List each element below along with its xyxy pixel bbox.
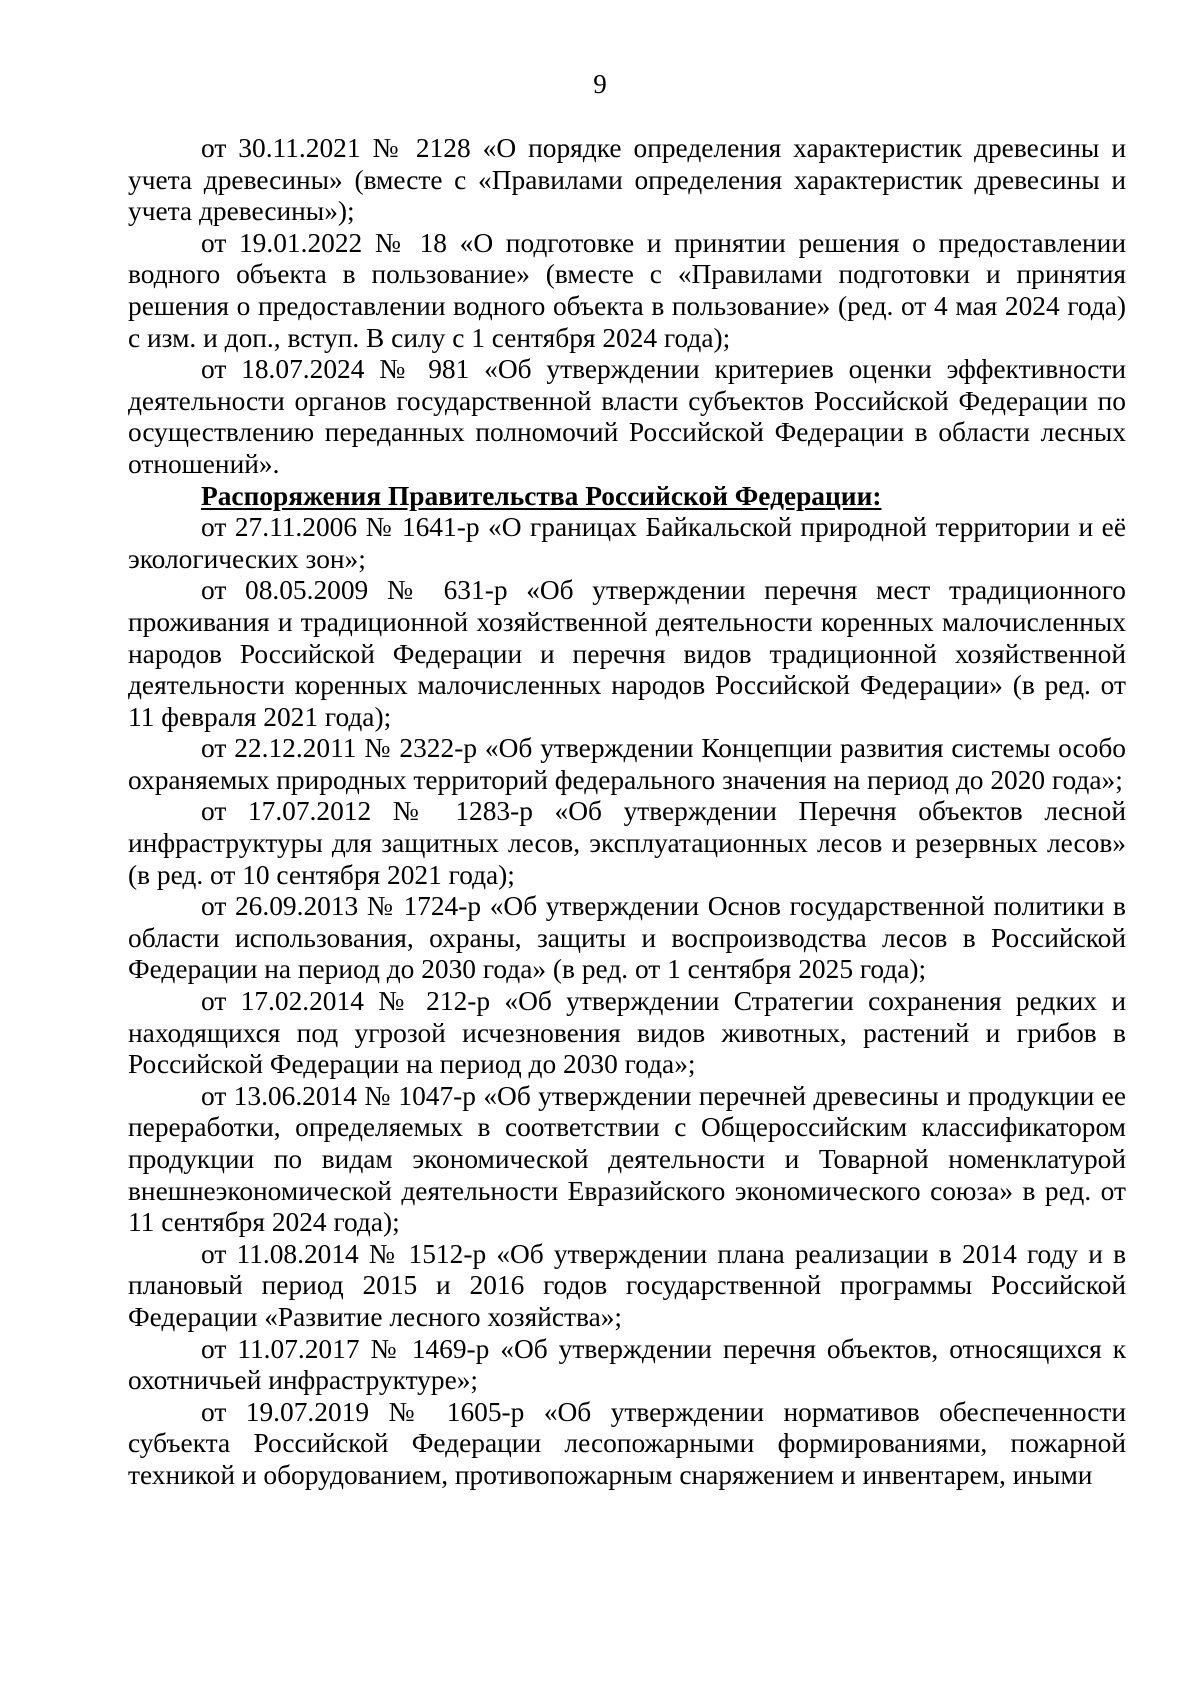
paragraph: от 18.07.2024 № 981 «Об утверждении критериев оценки эффективности деятельности органов государственной власти субъектов Российской Федерации по осуществлению переданных полномочий Российской Федерации в области лесных отношений». [128,354,1126,479]
paragraph: от 19.07.2019 № 1605-р «Об утверждении нормативов обеспеченности субъекта Российской Федерации лесопожарными формированиями, пожарной техникой и оборудованием, противопожарным снаряжением и инвентарем, иными [128,1396,1126,1490]
document-body [128,133,1126,1492]
paragraph: от 30.11.2021 № 2128 «О порядке определения характеристик древесины и учета древесины» (вместе с «Правилами определения характеристик древесины и учета древесины»); [128,133,1126,227]
paragraph: от 08.05.2009 № 631-р «Об утверждении перечня мест традиционного проживания и традиционной хозяйственной деятельности коренных малочисленных народов Российской Федерации и перечня видов традиционной хозяйственной деятельности коренных малочисленных народов Российской Федерации» (в ред. от 11 февраля 2021 года); [128,575,1126,732]
paragraph: от 27.11.2006 № 1641-р «О границах Байкальской природной территории и её экологических зон»; [128,512,1126,574]
page-number: 9 [593,69,607,99]
paragraph: от 22.12.2011 № 2322-р «Об утверждении Концепции развития системы особо охраняемых природных территорий федерального значения на период до 2020 года»; [128,733,1126,795]
section-heading: Распоряжения Правительства Российской Федерации: [201,480,882,511]
paragraph: от 26.09.2013 № 1724-р «Об утверждении Основ государственной политики в области использования, охраны, защиты и воспроизводства лесов в Российской Федерации на период до 2030 года» (в ред. от 1 сентября 2025 года); [128,891,1126,985]
paragraph: от 11.07.2017 № 1469-р «Об утверждении перечня объектов, относящихся к охотничьей инфраструктуре»; [128,1333,1126,1396]
paragraph: от 11.08.2014 № 1512-р «Об утверждении плана реализации в 2014 году и в плановый период 2015 и 2016 годов государственной программы Российской Федерации «Развитие лесного хозяйства»; [128,1238,1126,1332]
paragraph: от 17.07.2012 № 1283-р «Об утверждении Перечня объектов лесной инфраструктуры для защитных лесов, эксплуатационных лесов и резервных лесов» (в ред. от 10 сентября 2021 года); [128,796,1126,890]
paragraph: от 17.02.2014 № 212-р «Об утверждении Стратегии сохранения редких и находящихся под угрозой исчезновения видов животных, растений и грибов в Российской Федерации на период до 2030 года»; [128,986,1126,1080]
paragraph: от 13.06.2014 № 1047-р «Об утверждении перечней древесины и продукции ее переработки, определяемых в соответствии с Общероссийским классификатором продукции по видам экономической деятельности и Товарной номенклатурой внешнеэкономической деятельности Евразийского экономического союза» в ред. от 11 сентября 2024 года); [128,1080,1126,1238]
paragraph: от 19.01.2022 № 18 «О подготовке и принятии решения о предоставлении водного объекта в пользование» (вместе с «Правилами подготовки и принятия решения о предоставлении водного объекта в пользование» (ред. от 4 мая 2024 года) с изм. и доп., вступ. В силу с 1 сентября 2024 года); [128,227,1126,353]
